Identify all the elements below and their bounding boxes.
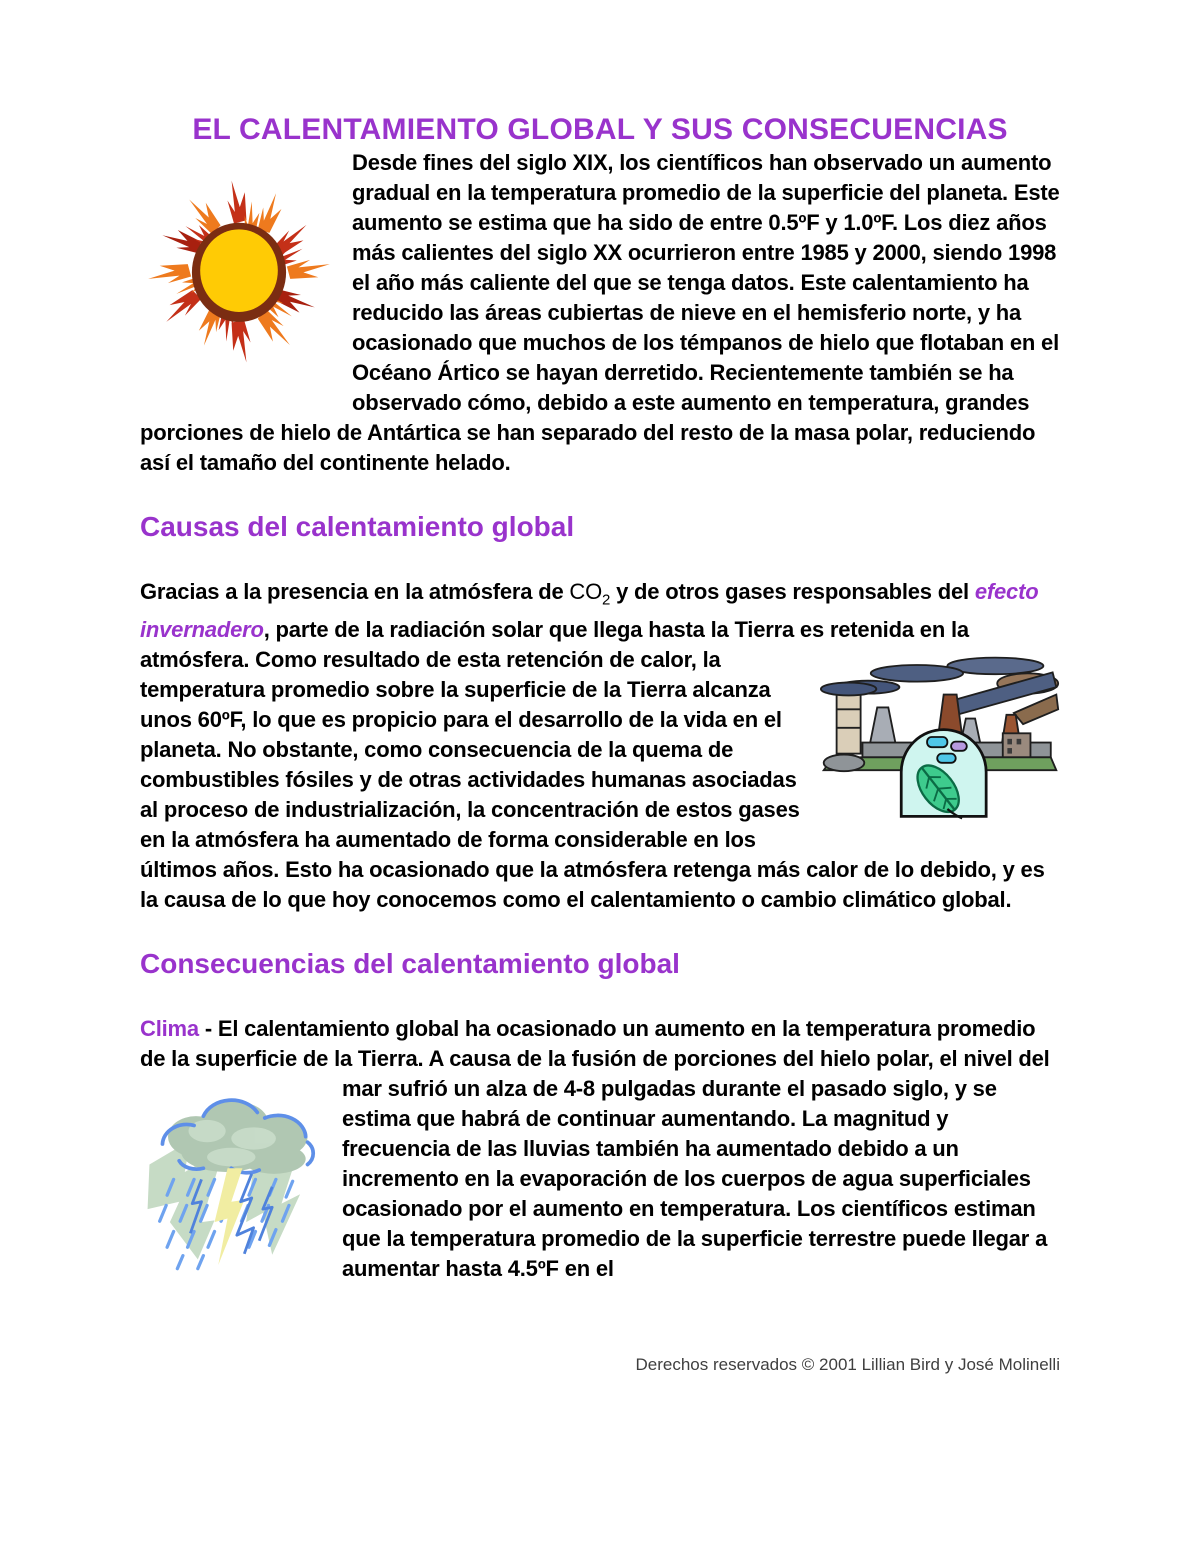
spacer [140, 981, 1060, 1014]
clima-paragraph [140, 1014, 1060, 1284]
intro-text: Desde fines del siglo XIX, los científicos han observado un aumento gradual en la temperatura promedio de la superficie del planeta. Este aumento se estima que ha sido de entre 0.5ºF y 1.0ºF. Los diez años más calientes del siglo XX ocurrieron entre 1985 y 2000, siendo 1998 el año más caliente del que se tenga datos. Este calentamiento ha reducido las áreas cubiertas de nieve en el hemisferio norte, y ha ocasionado que muchos de los témpanos de hielo que flotaban en el Océano Ártico se hayan derretido. Recientemente también se ha observado cómo, debido a este aumento en temperatura, grandes porciones de hielo de Antártica se han separado del resto de la masa polar, reduciendo así el tamaño del continente helado. [140, 150, 1060, 475]
co2-subscript: 2 [602, 591, 611, 609]
causas-text-3: , parte de la radiación solar que llega hasta la Tierra es retenida en la atmósfera. Como resultado de esta retención de calor, la [140, 617, 969, 673]
rainstorm-lightning-icon [142, 1078, 328, 1278]
causas-text-4: temperatura promedio sobre la superficie de la Tierra alcanza unos 60ºF, lo que es propicio para el desarrollo de la vida en el planeta. No obstante, como consecuencia de la quema de combustibles fósiles y de otras actividades humanas asociadas al proceso de industrialización, la concentración de estos gases en la atmósfera ha aumentado de forma considerable en los últimos años. Esto ha ocasionado que la atmósfera retenga más calor de lo debido, y es la causa de lo que hoy conocemos como el calentamiento o cambio climático global. [140, 677, 1045, 913]
factory-pollution-icon [820, 651, 1060, 823]
causas-paragraph [140, 577, 1060, 915]
causas-text-2: y de otros gases responsables del [610, 579, 975, 604]
greenhouse-effect-term: efecto invernadero [140, 579, 1039, 643]
sun-image [144, 158, 334, 385]
co2-formula [569, 579, 611, 609]
clima-text-2: siglo, y se estima que habrá de continuar aumentando. La magnitud y frecuencia de las lluvias también ha aumentado debido a un incremento en la evaporación de los cuerpos de agua superficiales ocasionado por el aumento en temperatura. Los científicos estiman que la temperatura promedio de la superficie terrestre puede llegar a aumentar hasta 4.5ºF en el [342, 1076, 1048, 1282]
factory-image [820, 651, 1060, 823]
clima-text-1: - El calentamiento global ha ocasionado un aumento en la temperatura promedio de la superficie de la Tierra. A causa de la fusión de porciones del hielo polar, el nivel del mar sufrió un alza de 4-8 pulgadas durante el pasado [140, 1016, 1050, 1102]
intro-paragraph [140, 148, 1060, 478]
spacer [140, 544, 1060, 577]
storm-image [142, 1078, 328, 1278]
sun-icon [144, 158, 334, 385]
page-title: EL CALENTAMIENTO GLOBAL Y SUS CONSECUENCIAS [192, 113, 1008, 146]
section-heading-consecuencias: Consecuencias del calentamiento global [140, 948, 680, 980]
causas-text-1: Gracias a la presencia en la atmósfera de [140, 579, 570, 604]
clima-label: Clima [140, 1016, 199, 1042]
section-heading-causas: Causas del calentamiento global [140, 511, 575, 542]
co2-symbol: CO [569, 579, 602, 604]
copyright-footer: Derechos reservados © 2001 Lillian Bird y José Molinelli [635, 1355, 1060, 1375]
